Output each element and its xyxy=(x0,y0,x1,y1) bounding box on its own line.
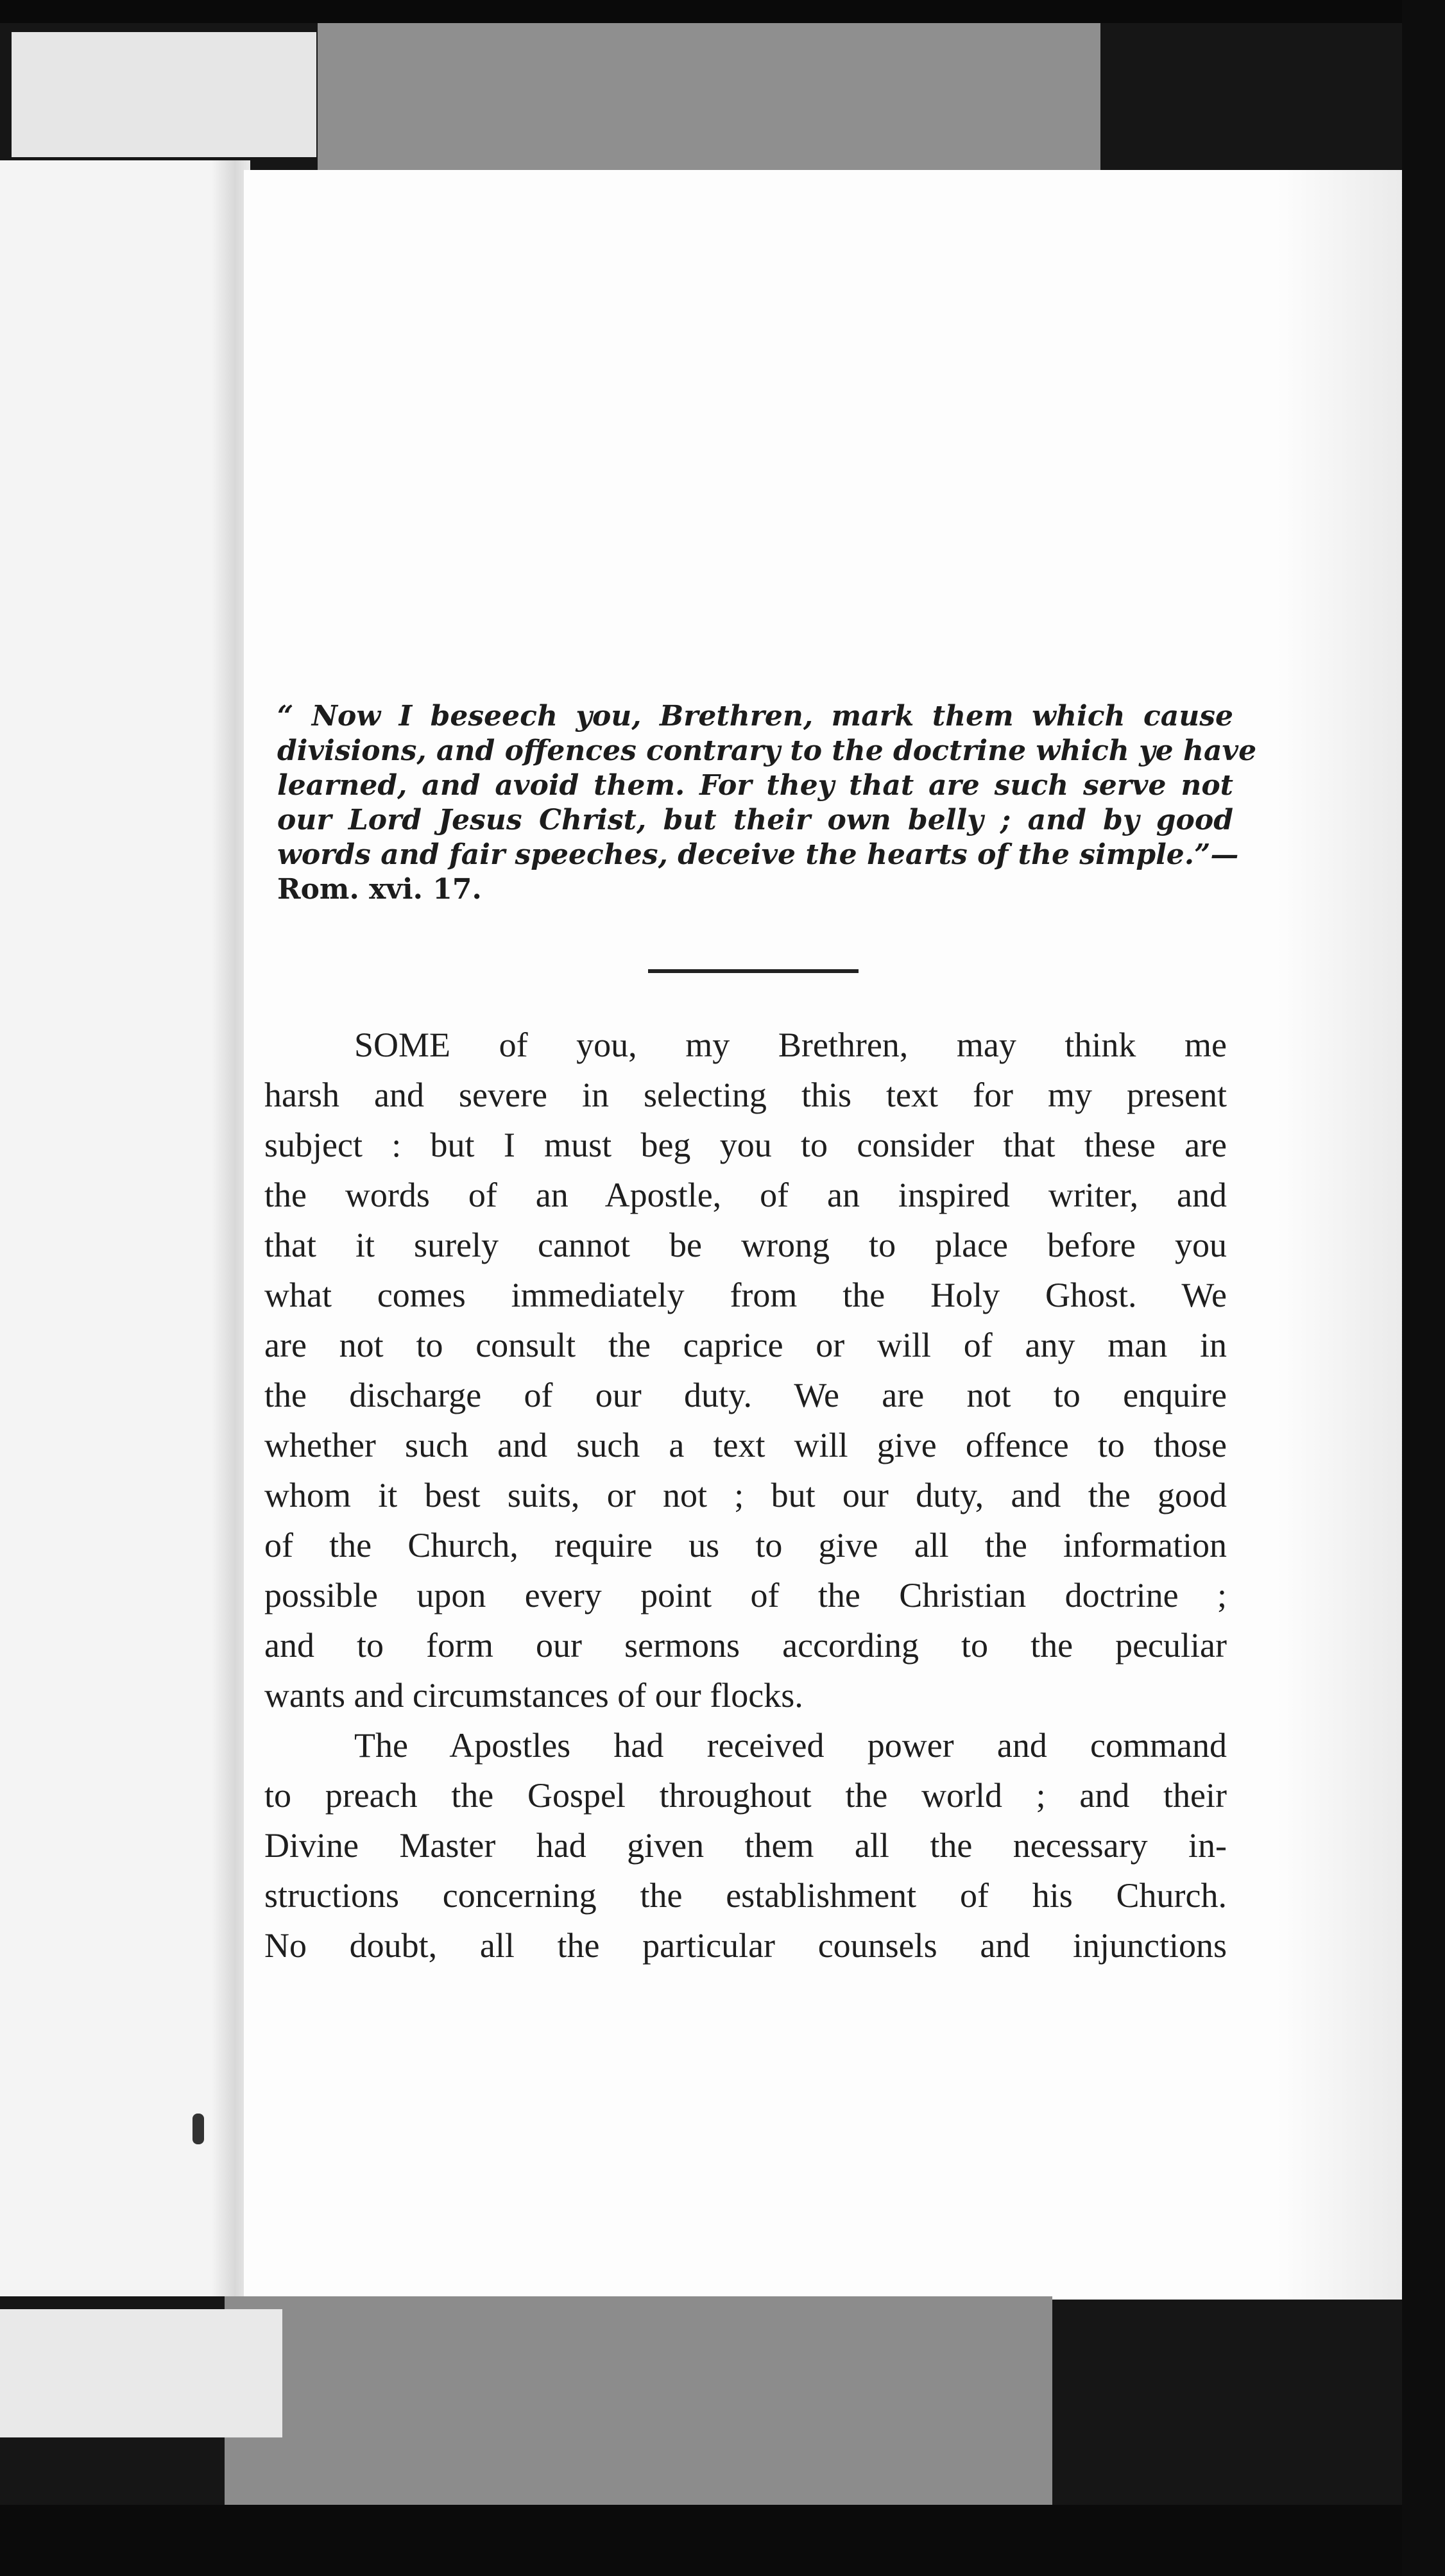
epigraph-line: “ Now I beseech you, Brethren, mark them which cause xyxy=(277,700,1233,733)
page-edge-shading xyxy=(1277,170,1402,2300)
paragraph-line: and to form our sermons according to the peculiar xyxy=(264,1626,1227,1665)
paragraph-line: The Apostles had received power and command xyxy=(354,1726,1227,1765)
paragraph-line: harsh and severe in selecting this text for my present xyxy=(264,1076,1227,1114)
paragraph-line: the words of an Apostle, of an inspired writer, and xyxy=(264,1176,1227,1214)
scan-bottom-border xyxy=(0,2505,1445,2576)
epigraph-line: learned, and avoid them. For they that are such serve not xyxy=(277,769,1233,802)
paragraph-line: the discharge of our duty. We are not to enquire xyxy=(264,1376,1227,1414)
scripture-reference: Rom. xvi. 17. xyxy=(277,873,482,906)
paragraph-line: possible upon every point of the Christian doctrine ; xyxy=(264,1576,1227,1614)
scan-background-top xyxy=(318,23,1100,171)
scan-top-border xyxy=(0,0,1445,23)
paragraph-line: No doubt, all the particular counsels and injunctions xyxy=(264,1926,1227,1965)
paragraph-line: SOME of you, my Brethren, may think me xyxy=(354,1026,1227,1064)
adjacent-page-edge-top xyxy=(12,32,316,157)
adjacent-page-edge-bottom xyxy=(0,2309,282,2437)
scan-background-bottom xyxy=(225,2296,1052,2505)
epigraph-line: divisions, and offences contrary to the doctrine which ye have xyxy=(277,734,1257,767)
paragraph-line: whether such and such a text will give offence to those xyxy=(264,1426,1227,1464)
paragraph-line: Divine Master had given them all the necessary in- xyxy=(264,1826,1227,1865)
paragraph-line: what comes immediately from the Holy Ghost. We xyxy=(264,1276,1227,1314)
paragraph-line: subject : but I must beg you to consider that these are xyxy=(264,1126,1227,1164)
scan-right-border xyxy=(1402,0,1445,2576)
paragraph-line: wants and circumstances of our flocks. xyxy=(264,1676,803,1715)
paragraph-line: structions concerning the establishment of his Church. xyxy=(264,1876,1227,1915)
paragraph-line: of the Church, require us to give all the information xyxy=(264,1526,1227,1564)
sermon-body xyxy=(264,1020,1227,1970)
section-divider xyxy=(648,969,859,973)
paragraph-line: to preach the Gospel throughout the world ; and their xyxy=(264,1776,1227,1815)
ink-smudge xyxy=(192,2114,204,2144)
paragraph-line: whom it best suits, or not ; but our duty, and the good xyxy=(264,1476,1227,1514)
epigraph-quote xyxy=(277,699,1257,907)
epigraph-line: our Lord Jesus Christ, but their own belly ; and by good xyxy=(277,804,1233,836)
paragraph-line: are not to consult the caprice or will of any man in xyxy=(264,1326,1227,1364)
paragraph-line: that it surely cannot be wrong to place before you xyxy=(264,1226,1227,1264)
epigraph-line: words and fair speeches, deceive the hearts of the simple.”— xyxy=(277,838,1239,871)
